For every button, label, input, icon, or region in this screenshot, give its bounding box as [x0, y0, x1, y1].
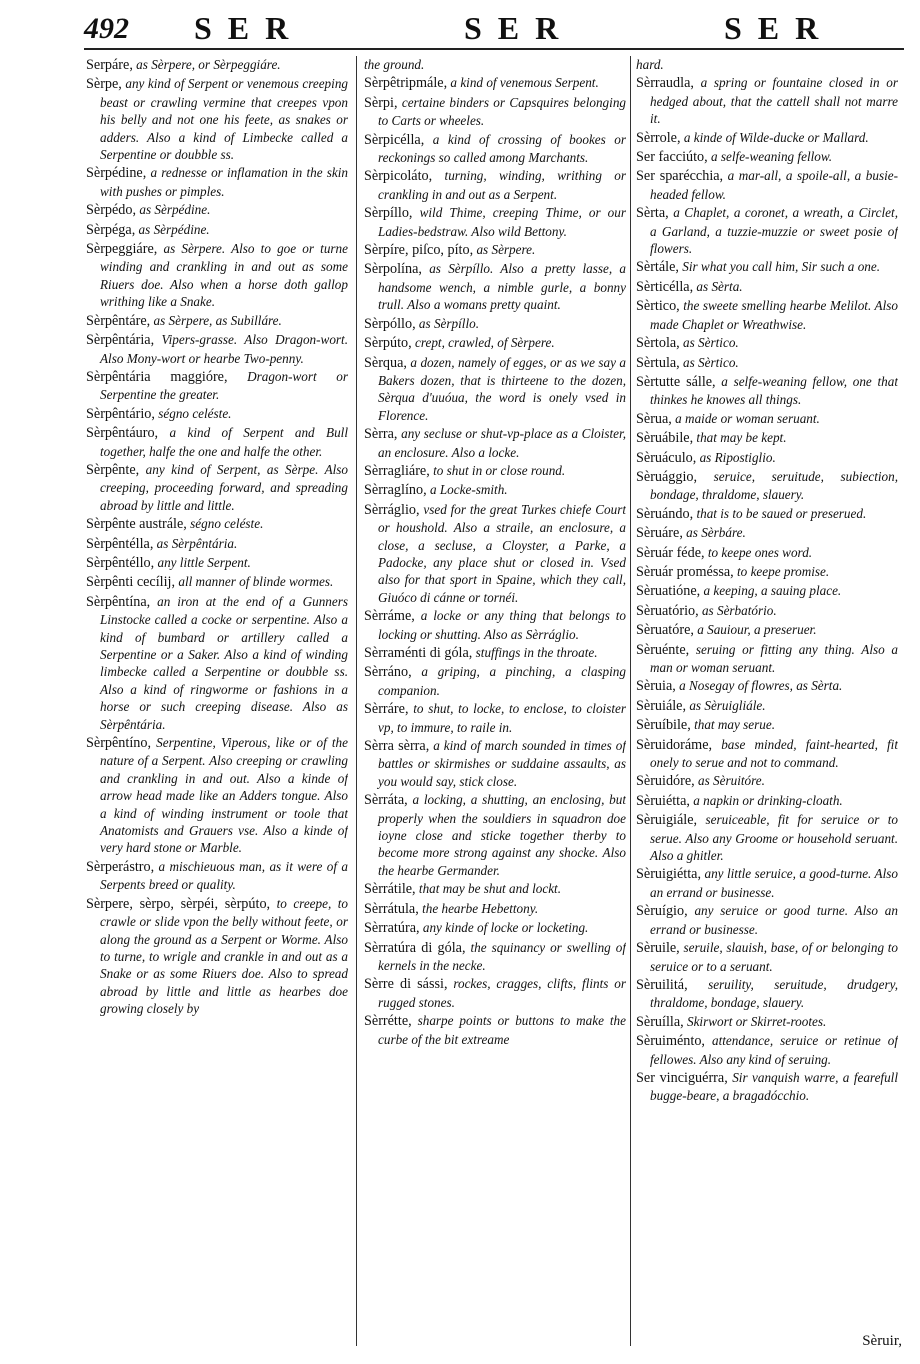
entry-headword: Sèrtále, [636, 259, 679, 276]
dictionary-entry [364, 1012, 626, 1048]
dictionary-entry [636, 524, 898, 542]
entry-definition: Dragon-wort or Serpentine the greater. [100, 368, 348, 403]
entry-headword: Sèrqua, [364, 354, 407, 371]
page-header [84, 8, 904, 44]
entry-headword: Sèruatório, [636, 602, 699, 619]
dictionary-entry [636, 258, 898, 276]
entry-headword: Sèrragliáre, [364, 462, 430, 479]
dictionary-entry [364, 204, 626, 240]
entry-headword: Sèrticélla, [636, 278, 694, 295]
dictionary-entry [636, 148, 898, 166]
entry-definition: a napkin or drinking-cloath. [693, 792, 843, 808]
entry-definition: as Sèrta. [696, 278, 743, 294]
entry-definition: to creepe, to crawle or slide vpon the belly without feete, or along the ground as a Serpent or Worme. Also to turne, to wrigle and crankle in and out as a Snake or as some Riuers doe. Also to spread abroad by little and little as hearbes doe growing closely by [100, 895, 348, 1017]
entry-definition: any kinde of locke or locketing. [422, 920, 589, 936]
entry-headword: Ser vinciguérra, [636, 1069, 728, 1086]
entry-definition: certaine binders or Capsquires belonging to Carts or wheeles. [378, 94, 626, 129]
entry-definition: the sweete smelling hearbe Melilot. Also made Chaplet or Wreathwise. [650, 298, 898, 332]
entry-headword: Sèrpeggiáre, [86, 241, 158, 258]
column-divider [356, 56, 357, 1346]
dictionary-entry [364, 501, 626, 606]
dictionary-entry [86, 535, 348, 553]
entry-definition: as Sèrpíllo. [418, 315, 479, 331]
dictionary-entry [636, 811, 898, 864]
entry-headword: Sèrpédine, [86, 165, 147, 182]
entry-definition: turning, winding, writhing or crankling in and out as a Serpent. [378, 168, 626, 202]
entry-definition: a selfe-weaning fellow, one that thinkes he knowes all things. [650, 373, 898, 408]
entry-definition: that may be kept. [696, 430, 787, 446]
dictionary-entry [636, 641, 898, 677]
entry-headword: Sèrrole, [636, 129, 681, 146]
column-divider [630, 56, 631, 1346]
entry-headword: Sèrraudla, [636, 75, 694, 92]
entry-headword: Sèrrétte, [364, 1013, 412, 1030]
dictionary-entry [86, 895, 348, 1018]
running-head-right: SER [724, 10, 835, 46]
dictionary-entry [86, 593, 348, 733]
dictionary-entry [636, 792, 898, 810]
page-number: 492 [84, 12, 129, 45]
entry-headword: Sèrpêntéllo, [86, 554, 155, 571]
entry-headword: Sèrpênti cecílij, [86, 574, 176, 591]
entry-headword: Sèrráme, [364, 608, 415, 625]
dictionary-entry [636, 505, 898, 523]
dictionary-entry [364, 975, 626, 1011]
entry-definition: a maide or woman seruant. [675, 410, 820, 426]
running-head-left: SER [194, 10, 305, 46]
entry-definition: as Ripostiglio. [699, 449, 776, 465]
entry-definition: base minded, faint-hearted, fit onely to serue and not to command. [650, 736, 898, 771]
entry-headword: Sèruigiále, [636, 812, 698, 829]
entry-headword: Ser facciúto, [636, 149, 708, 166]
dictionary-entry [86, 221, 348, 239]
entry-headword: Sèrtula, [636, 354, 680, 371]
entry-definition: as Sèrpere, as Subilláre. [153, 312, 282, 328]
header-rule [84, 48, 904, 50]
dictionary-entry [364, 94, 626, 130]
entry-definition: any seruice or good turne. Also an errand or businesse. [650, 903, 898, 937]
entry-definition: as Sèrpédine. [138, 221, 210, 237]
dictionary-entry [636, 621, 898, 639]
dictionary-entry [364, 131, 626, 167]
entry-definition: attendance, seruice or retinue of fellowes. Also any kind of seruing. [650, 1033, 898, 1067]
entry-headword: Sèruiménto, [636, 1033, 705, 1050]
entry-headword: Sèrtola, [636, 335, 680, 352]
dictionary-entry [364, 880, 626, 898]
dictionary-column-2 [364, 56, 626, 1346]
dictionary-entry [364, 919, 626, 937]
dictionary-entry [86, 515, 348, 533]
entry-definition: a rednesse or inflamation in the skin with pushes or pimples. [100, 165, 348, 199]
entry-definition: seruile, slauish, base, of or belonging to seruice or to a seruant. [650, 940, 898, 974]
entry-definition: to keepe promise. [737, 563, 830, 579]
entry-definition: seruility, seruitude, drudgery, thraldome, bondage, slauery. [650, 976, 898, 1011]
dictionary-entry [636, 167, 898, 203]
dictionary-entry [364, 900, 626, 918]
entry-headword: Sèrtutte sálle, [636, 373, 716, 390]
dictionary-entry [636, 204, 898, 257]
entry-definition: Skirwort or Skirret-rootes. [686, 1013, 827, 1029]
dictionary-entry [636, 697, 898, 715]
dictionary-entry [364, 56, 626, 73]
entry-headword: Sèrua, [636, 410, 672, 427]
entry-definition: any little seruice, a good-turne. Also an errand or businesse. [650, 866, 898, 900]
dictionary-entry [636, 74, 898, 127]
dictionary-entry [364, 354, 626, 425]
entry-headword: Sèrráno, [364, 664, 412, 681]
entry-headword: Sèruáre, [636, 525, 683, 542]
entry-headword: Sèrrátile, [364, 881, 416, 898]
entry-definition: sharpe points or buttons to make the curbe of the bit extreame [378, 1013, 626, 1047]
entry-headword: Sèrpêntária maggióre, [86, 368, 228, 385]
dictionary-entry [364, 607, 626, 643]
entry-headword: Sèruár féde, [636, 544, 705, 561]
entry-headword: Sèrpêntário, [86, 405, 155, 422]
entry-definition: to keepe ones word. [707, 544, 813, 560]
entry-definition: a Locke-smith. [429, 482, 508, 498]
entry-headword: Sèrpicoláto, [364, 168, 433, 185]
dictionary-entry [86, 56, 348, 74]
dictionary-entry [636, 373, 898, 409]
entry-definition: a Sauiour, a preseruer. [697, 622, 817, 638]
entry-definition: as Sèrbatório. [701, 602, 777, 618]
entry-definition: vsed for the great Turkes chiefe Court or houshold. Also a straile, an enclosure, a close, a secluse, a Cloyster, a Parke, a Padocke, any place shut or closed in. Vsed also for that sport in Spaine, which they call, Giuóco di cánne or tornéi. [378, 501, 626, 605]
entry-headword: Sèrpi, [364, 94, 398, 111]
entry-headword: Sèrtico, [636, 298, 680, 315]
entry-headword: Sèruatióne, [636, 583, 701, 600]
entry-definition: as Sèrpere, or Sèrpeggiáre. [136, 57, 281, 72]
entry-headword: Sèrpêtripmále, [364, 75, 448, 92]
dictionary-entry [636, 772, 898, 790]
running-head-center: SER [464, 10, 575, 46]
dictionary-entry [636, 976, 898, 1012]
entry-headword: Sèrraménti di góla, [364, 645, 473, 661]
entry-definition: a kind of crossing of bookes or reckonings so called among Marchants. [378, 131, 626, 166]
entry-headword: Sèrpédo, [86, 202, 137, 219]
entry-headword: Sèruándo, [636, 505, 694, 522]
entry-headword: Sèruábile, [636, 430, 694, 447]
entry-headword: Sèruatóre, [636, 622, 694, 639]
entry-definition: Vipers-grasse. Also Dragon-wort. Also Mony-wort or hearbe Two-penny. [100, 332, 348, 366]
entry-headword: Sèrra sèrra, [364, 738, 430, 755]
entry-definition: as Sèrpédine. [139, 202, 211, 218]
dictionary-entry [86, 573, 348, 591]
entry-definition: all manner of blinde wormes. [178, 574, 334, 590]
entry-headword: Sèruidóre, [636, 773, 695, 790]
entry-headword: Sèruilitá, [636, 976, 688, 993]
entry-definition: a kinde of Wilde-ducke or Mallard. [683, 129, 869, 145]
dictionary-entry [364, 241, 626, 259]
entry-headword: Sèrráta, [364, 792, 408, 809]
entry-definition: seruiceable, fit for seruice or to serue. Also any Groome or household seruant. Also a ghitler. [650, 812, 898, 864]
entry-headword: Sèrpóllo, [364, 315, 416, 332]
dictionary-column-3 [636, 56, 898, 1346]
entry-headword: Sèruigiétta, [636, 866, 702, 883]
entry-definition: a locking, a shutting, an enclosing, but properly when the souldiers in squadron doe ioyne close and sticke together therby to become more strong against any shocke. Also the hearbe Germander. [378, 792, 626, 878]
entry-definition: that may serue. [694, 717, 776, 733]
dictionary-entry [364, 462, 626, 480]
entry-headword: Sèrraglíno, [364, 482, 427, 499]
entry-definition: ségno celéste. [158, 405, 232, 421]
dictionary-entry [636, 334, 898, 352]
dictionary-entry [86, 164, 348, 200]
dictionary-entry [364, 791, 626, 879]
dictionary-entry [636, 902, 898, 938]
dictionary-entry [636, 602, 898, 620]
entry-definition: a selfe-weaning fellow. [711, 149, 832, 165]
entry-definition: seruing or fitting any thing. Also a man or woman seruant. [650, 641, 898, 675]
entry-definition: a kind of Serpent and Bull together, halfe the one and halfe the other. [100, 425, 348, 459]
dictionary-entry [86, 405, 348, 423]
entry-headword: Sèrratúra di góla, [364, 939, 466, 956]
dictionary-entry [636, 449, 898, 467]
entry-headword: Sèrpolína, [364, 261, 422, 278]
dictionary-entry [364, 939, 626, 975]
dictionary-entry [636, 865, 898, 901]
dictionary-entry [86, 554, 348, 572]
entry-headword: Sèruílla, [636, 1013, 684, 1030]
dictionary-entry [364, 260, 626, 313]
entry-headword: Sèrratúra, [364, 920, 420, 937]
entry-definition: rockes, cragges, clifts, flints or rugged stones. [378, 976, 626, 1010]
entry-definition: as Sèrtico. [683, 354, 739, 370]
entry-definition: crept, crawled, of Sèrpere. [414, 335, 555, 351]
entry-definition: a locke or any thing that belongs to locking or shutting. Also as Sèrráglio. [378, 608, 626, 642]
entry-definition: Sir vanquish warre, a fearefull bugge-beare, a bragadócchio. [650, 1069, 898, 1104]
entry-headword: Sèrráre, [364, 701, 409, 718]
entry-definition: the squinancy or swelling of kernels in the necke. [378, 939, 626, 973]
entry-definition: a Nosegay of flowres, as Sèrta. [679, 678, 843, 694]
entry-headword: Sèrpere, sèrpo, sèrpéi, sèrpúto, [86, 895, 271, 912]
dictionary-entry [86, 461, 348, 514]
dictionary-entry [86, 201, 348, 219]
entry-headword: Sèrpêntáre, [86, 312, 151, 329]
dictionary-entry [364, 481, 626, 499]
dictionary-entry [636, 736, 898, 772]
entry-headword: Sèruia, [636, 678, 676, 695]
dictionary-entry [636, 544, 898, 562]
dictionary-entry [364, 74, 626, 92]
dictionary-entry [636, 410, 898, 428]
entry-definition: as Sèruigliále. [689, 697, 766, 713]
entry-headword: Serpáre, [86, 57, 133, 73]
dictionary-entry [86, 75, 348, 163]
dictionary-entry [636, 563, 898, 581]
entry-definition: a Chaplet, a coronet, a wreath, a Circlet, a Garland, a tuzzie-muzzie or sweet posie of flowers. [650, 205, 898, 257]
entry-definition: a griping, a pinching, a clasping companion. [378, 664, 626, 698]
entry-headword: Sèrperástro, [86, 858, 155, 875]
dictionary-entry [636, 354, 898, 372]
entry-definition: any secluse or shut-vp-place as a Cloister, an enclosure. Also a locke. [378, 426, 626, 460]
entry-definition: a mar-all, a spoile-all, a busie-headed fellow. [650, 168, 898, 202]
dictionary-entry [636, 1013, 898, 1031]
dictionary-entry [636, 278, 898, 296]
entry-definition: as Sèrpíllo. Also a pretty lasse, a handsome wench, a nimble gurle, a bonny trull. Also a womans pretty quaint. [378, 261, 626, 313]
entry-headword: Sèrra, [364, 426, 398, 443]
entry-definition: a kind of march sounded in times of battles or skirmishes or suddaine assaults, as you would say, stick close. [378, 738, 626, 789]
entry-definition: seruice, seruitude, subiection, bondage, thraldome, slauery. [650, 468, 898, 503]
entry-headword: Sèrpêntária, [86, 332, 155, 349]
entry-headword: Sèruiále, [636, 697, 687, 714]
dictionary-entry [636, 1069, 898, 1105]
dictionary-entry [364, 315, 626, 333]
entry-definition: ségno celéste. [190, 516, 264, 532]
dictionary-entry [364, 167, 626, 203]
dictionary-entry [86, 424, 348, 460]
dictionary-entry [636, 716, 898, 734]
catchword: Sèruir, [862, 1333, 902, 1349]
entry-definition: that is to be saued or preserued. [696, 505, 867, 521]
dictionary-entry [636, 677, 898, 695]
entry-headword: Sèruidoráme, [636, 736, 713, 753]
dictionary-entry [636, 297, 898, 333]
entry-definition: a mischieuous man, as it were of a Serpents breed or quality. [100, 858, 348, 893]
entry-definition: as Sèrpêntária. [156, 535, 238, 551]
entry-headword: Sèrpêntáuro, [86, 425, 159, 442]
dictionary-entry [364, 644, 626, 662]
dictionary-entry [364, 334, 626, 352]
entry-definition: that may be shut and lockt. [418, 881, 562, 897]
entry-definition: as Sèrbáre. [686, 525, 746, 541]
entry-definition: a keeping, a sauing place. [703, 583, 842, 599]
entry-headword: Sèruénte, [636, 641, 690, 658]
entry-definition: a dozen, namely of egges, or as we say a Bakers dozen, that is thirteene to the dozen, Sèrqua d'uuóua, the word is onely vsed in Florence. [378, 354, 626, 423]
entry-definition: wild Thime, creeping Thime, or our Ladies-bedstraw. Also wild Bettony. [378, 205, 626, 239]
dictionary-entry [636, 56, 898, 73]
dictionary-column-1 [86, 56, 348, 1346]
entry-definition: as Sèrpere. [476, 242, 536, 258]
entry-headword: Sèruár proméssa, [636, 563, 734, 580]
dictionary-entry [86, 331, 348, 367]
entry-definition: as Sèruitóre. [698, 773, 765, 789]
entry-definition: as Sèrpere. Also to goe or turne winding and crankling in and out as some Riuers doe. Also when a horse doth gallop writhing like a Snake. [100, 241, 348, 310]
entry-headword: Ser sparécchia, [636, 168, 724, 185]
entry-headword: Sèrta, [636, 205, 669, 222]
entry-definition: as Sèrtico. [683, 335, 739, 351]
dictionary-entry [86, 858, 348, 894]
dictionary-entry [86, 368, 348, 404]
dictionary-entry [364, 663, 626, 699]
dictionary-entry [364, 425, 626, 461]
entry-definition: the hearbe Hebettony. [422, 900, 539, 916]
entry-definition: to shut, to locke, to enclose, to cloister vp, to immure, to raile in. [378, 701, 626, 735]
entry-headword: Sèruíbile, [636, 717, 691, 734]
dictionary-entry [364, 737, 626, 790]
entry-headword: Sèrpênte austrále, [86, 516, 187, 533]
dictionary-entry [86, 312, 348, 330]
entry-definition: the ground. [364, 57, 425, 72]
entry-definition: any kind of Serpent or venemous creeping beast or crawling vermine that creepes vpon his belly and not one his feete, as snakes or adders. Also a kind of Limbecke called a Serpentine or doubble ss. [100, 76, 348, 163]
dictionary-entry [636, 939, 898, 975]
dictionary-entry [636, 429, 898, 447]
entry-headword: Sèrpíllo, [364, 205, 413, 222]
dictionary-entry [636, 582, 898, 600]
entry-headword: Sèrpênte, [86, 461, 140, 478]
entry-headword: Sèrráglio, [364, 501, 420, 518]
entry-headword: Sèrpíre, piſco, píto, [364, 242, 474, 259]
entry-headword: Sèruáculo, [636, 449, 697, 466]
entry-headword: Sèrpicélla, [364, 131, 425, 148]
entry-headword: Sèruiétta, [636, 792, 690, 809]
entry-definition: any kind of Serpent, as Sèrpe. Also creeping, proceeding forward, and spreading abroad by little and little. [100, 461, 348, 513]
entry-headword: Sèrpúto, [364, 335, 412, 352]
dictionary-entry [636, 1032, 898, 1068]
dictionary-entry [636, 468, 898, 504]
entry-headword: Sèrpêntíno, [86, 735, 152, 752]
entry-definition: a spring or fountaine closed in or hedged about, that the cattell shall not marre it. [650, 75, 898, 127]
entry-headword: Sèrpêntína, [86, 593, 151, 610]
entry-headword: Sèrrátula, [364, 900, 419, 917]
entry-definition: an iron at the end of a Gunners Linstocke called a cocke or serpentine. Also a kind of bumbard or artillery called a Serpentine or a Saker. Also a kind of winding limbecke called a Serpentine or doubble ss. Also a kind of ringworme or fashions in a horse or such creeping disease. Also as Sèrpêntária. [100, 593, 348, 732]
entry-definition: Sir what you call him, Sir such a one. [682, 259, 881, 275]
entry-definition: any little Serpent. [157, 554, 251, 570]
entry-definition: stuffings in the throate. [475, 645, 598, 660]
entry-definition: a kind of venemous Serpent. [450, 75, 599, 91]
dictionary-entry [86, 240, 348, 311]
entry-headword: Sèrpe, [86, 76, 122, 93]
entry-definition: to shut in or close round. [433, 462, 566, 478]
entry-headword: Sèruile, [636, 940, 680, 957]
entry-headword: Sèruígio, [636, 903, 688, 920]
dictionary-entry [636, 129, 898, 147]
entry-definition: hard. [636, 57, 664, 72]
entry-headword: Sèrre di sássi, [364, 976, 448, 993]
entry-headword: Sèrpéga, [86, 221, 136, 238]
entry-definition: Serpentine, Viperous, like or of the nature of a Serpent. Also creeping or crawling and crankling in and out. Also a kinde of arrow head made like an Adders tongue. Also a kind of winding instrument or toole that Anatomists and Grauers vse. Also a kinde of very hard stone or Marble. [100, 735, 348, 856]
entry-headword: Sèruággio, [636, 468, 698, 485]
dictionary-entry [364, 700, 626, 736]
dictionary-entry [86, 734, 348, 857]
entry-headword: Sèrpêntélla, [86, 535, 154, 552]
